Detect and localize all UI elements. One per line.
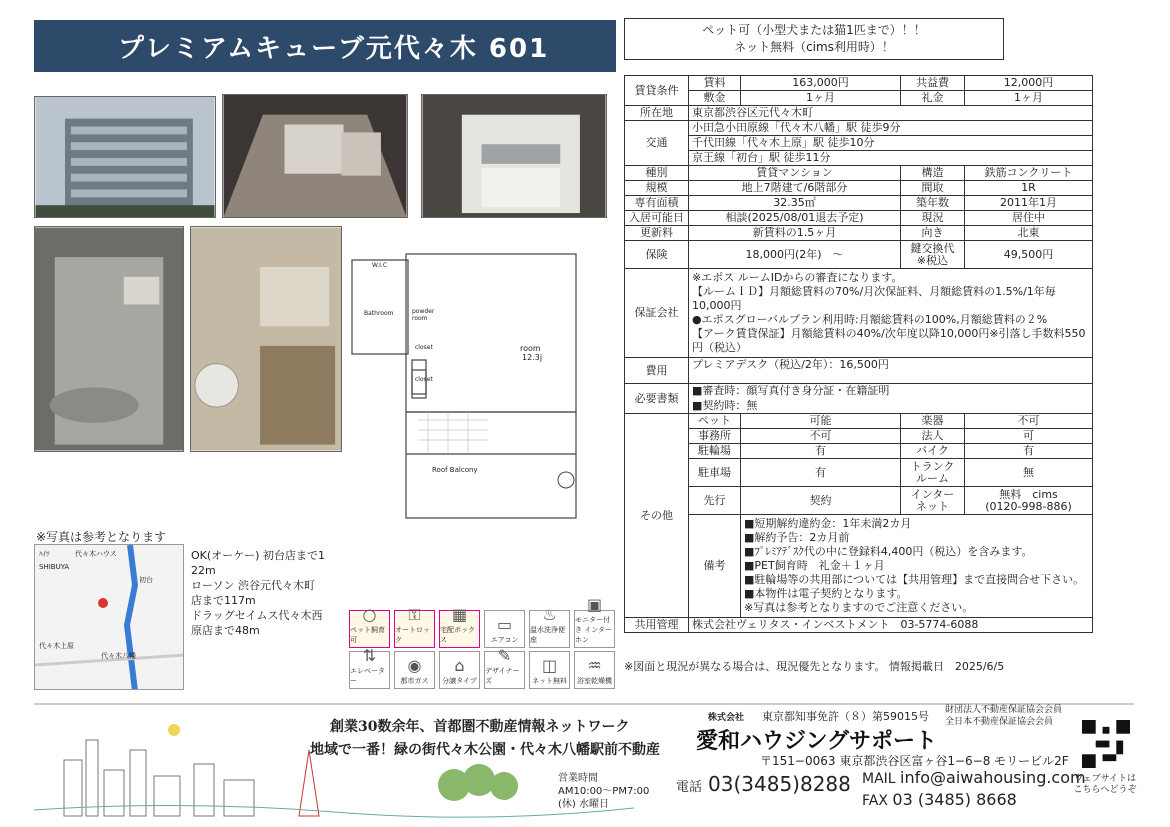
amenity-label: エアコン <box>490 636 519 644</box>
hours-title: 営業時間 <box>558 773 598 784</box>
email <box>862 768 1086 787</box>
mail-value[interactable]: info@aiwahousing.com <box>900 768 1086 787</box>
property-title: プレミアムキューブ元代々木 601 <box>34 20 616 72</box>
key-money-value: 1ヶ月 <box>965 91 1093 106</box>
amenity-icon <box>529 605 570 648</box>
association-2: 全日本不動産保証協会会員 <box>945 717 1054 727</box>
other-value: 不可 <box>741 429 901 444</box>
direction-label: 向き <box>901 226 965 241</box>
area-label: 専有面積 <box>625 196 689 211</box>
floorplan-powder-label: powder room <box>412 308 435 322</box>
rent-key: 賃料 <box>689 76 741 91</box>
other-key: 事務所 <box>689 429 741 444</box>
remarks-line: ■短期解約違約金：1年未満2カ月 <box>744 517 912 530</box>
other-key: 駐車場 <box>689 459 741 487</box>
amenity-icon <box>484 610 525 648</box>
map-label-3: SHIBUYA <box>39 563 70 571</box>
traffic-line: 小田急小田原線「代々木八幡」駅 徒歩9分 <box>689 121 1093 136</box>
direction-value: 北東 <box>965 226 1093 241</box>
amenity-icon <box>439 651 480 689</box>
amenity-label: デザイナーズ <box>485 667 520 685</box>
scale-value: 地上7階建て/6階部分 <box>689 181 901 196</box>
area-map <box>34 544 184 690</box>
floorplan-wic-label: W.I.C <box>372 262 388 269</box>
management-value: 株式会社ヴェリタス・インベストメント 03-5774-6088 <box>689 618 1093 633</box>
amenity-icon <box>394 651 435 689</box>
floorplan-room-label: room <box>520 344 541 353</box>
amenity-glyph-icon: ◫ <box>541 656 558 675</box>
amenity-icon <box>394 605 435 648</box>
other-label: その他 <box>625 414 689 618</box>
fee-value: プレミアデスク（税込/2年）：16,500円 <box>689 358 1093 384</box>
other-key: ペット <box>689 414 741 429</box>
other-value: 無料 cims (0120-998-886) <box>965 487 1093 515</box>
other-value: 不可 <box>965 414 1093 429</box>
photo-note: ※写真は参考となります <box>36 530 167 544</box>
company-name: 愛和ハウジングサポート <box>696 728 938 754</box>
amenity-glyph-icon: ⇅ <box>362 646 377 665</box>
floorplan-closet-1: closet <box>415 344 433 351</box>
amenity-label: 温水洗浄便座 <box>530 626 565 644</box>
layout-label: 間取 <box>901 181 965 196</box>
area-value: 32.35㎡ <box>689 196 901 211</box>
guarantor-label: 保証会社 <box>625 269 689 358</box>
floor-plan <box>348 240 588 528</box>
bathroom-photo <box>34 226 184 452</box>
telephone <box>676 772 851 796</box>
amenity-icon <box>439 605 480 648</box>
kitchen-photo <box>421 94 607 218</box>
other-value: 無 <box>965 459 1093 487</box>
map-label-4: 初台 <box>139 576 153 584</box>
association-1: 財団法人不動産保証協会会員 <box>945 705 1063 715</box>
deposit-value: 1ヶ月 <box>741 91 901 106</box>
remarks-line: ■駐輪場等の共用部については【共用管理】まで直接問合せ下さい。 <box>744 573 1085 586</box>
amenity-label: 都市ガス <box>400 677 429 685</box>
amenity-label: 浴室乾燥機 <box>577 677 612 685</box>
floorplan-room-size: 12.3j <box>522 353 543 362</box>
business-hours <box>558 772 649 811</box>
status-label: 現況 <box>901 211 965 226</box>
qr-note: ウェブサイトは こちらへどうぞ <box>1073 774 1137 795</box>
associations <box>945 704 1062 728</box>
fax-label: FAX <box>862 793 888 809</box>
structure-label: 構造 <box>901 166 965 181</box>
structure-value: 鉄筋コンクリート <box>965 166 1093 181</box>
amenity-icon <box>574 651 615 689</box>
location-value: 東京都渋谷区元代々木町 <box>689 106 1093 121</box>
spec-table <box>624 75 1093 633</box>
amenity-icons <box>349 595 612 690</box>
company-address: 〒151−0063 東京都渋谷区富ヶ谷1−6−8 モリービル2F <box>760 754 1069 768</box>
traffic-line: 京王線「初台」駅 徒歩11分 <box>689 151 1093 166</box>
nearby-line: ローソン 渋谷元代々木町 <box>191 579 316 592</box>
nearby-line: 店まで117m <box>191 594 256 607</box>
common-value: 12,000円 <box>965 76 1093 91</box>
type-value: 賃貸マンション <box>689 166 901 181</box>
remarks-value <box>741 515 1093 618</box>
amenity-label: 宅配ボックス <box>440 626 475 644</box>
remarks-line: ※写真は参考となりますのでご注意ください。 <box>744 601 974 614</box>
remarks-line: ■PET飼育時 礼金＋１ヶ月 <box>744 559 885 572</box>
highlight-box <box>624 18 1004 60</box>
amenity-glyph-icon: ⚿ <box>408 605 421 624</box>
built-value: 2011年1月 <box>965 196 1093 211</box>
other-key: インター ネット <box>901 487 965 515</box>
traffic-label: 交通 <box>625 121 689 166</box>
amenity-glyph-icon: ◉ <box>407 656 422 675</box>
license-number: 東京都知事免許（８）第59015号 <box>762 710 929 723</box>
room-photo <box>222 94 408 218</box>
status-value: 居住中 <box>965 211 1093 226</box>
map-label-1: ﾊｲﾂ <box>39 550 50 558</box>
fax-value: 03 (3485) 8668 <box>892 790 1017 809</box>
fax <box>862 790 1017 809</box>
renewal-label: 更新料 <box>625 226 689 241</box>
scale-label: 規模 <box>625 181 689 196</box>
renewal-value: 新賃料の1.5ヶ月 <box>689 226 901 241</box>
company-prefix: 株式会社 <box>708 713 745 723</box>
tel-label: 電話 <box>676 780 703 795</box>
amenity-icon <box>574 595 615 648</box>
closed-day: (休) 水曜日 <box>558 799 609 810</box>
guarantor-line: ※エポス ルームIDからの審査になります。 <box>692 271 903 284</box>
highlight-line-1: ペット可（小型犬または猫1匹まで）！！ <box>702 23 926 37</box>
key-money-key: 礼金 <box>901 91 965 106</box>
amenity-label: モニター付き インターホン <box>575 616 612 644</box>
nearby-line: OK(オーケー) 初台店まで1 <box>191 549 325 562</box>
amenity-glyph-icon: ♒ <box>587 656 602 675</box>
qr-code-icon[interactable] <box>1082 720 1130 768</box>
nearby-line: ドラッグセイムス代々木西 <box>191 609 323 622</box>
traffic-line: 千代田線「代々木上原」駅 徒歩10分 <box>689 136 1093 151</box>
floorplan-closet-2: closet <box>415 376 433 383</box>
other-key: 先行 <box>689 487 741 515</box>
insurance-label: 保険 <box>625 241 689 269</box>
amenity-label: エレベーター <box>350 667 385 685</box>
tel-value[interactable]: 03(3485)8288 <box>708 772 851 796</box>
washroom-photo <box>190 226 342 452</box>
documents-label: 必要書類 <box>625 384 689 414</box>
other-value: 可 <box>965 429 1093 444</box>
hours-value: AM10:00～PM7:00 <box>558 786 650 797</box>
mail-label: MAIL <box>862 771 896 787</box>
amenity-glyph-icon: ✎ <box>497 646 512 665</box>
amenity-icon <box>349 605 390 648</box>
lock-change-label: 鍵交換代 ※税込 <box>901 241 965 269</box>
documents-line: ■契約時：無 <box>689 399 1093 414</box>
floorplan-balcony-label: Roof Balcony <box>432 466 478 474</box>
other-value: 有 <box>965 444 1093 459</box>
map-label-5: 代々木上原 <box>39 642 74 650</box>
amenity-glyph-icon: ▭ <box>496 615 513 634</box>
slogan-1: 創業30数余年、首都圏不動産情報ネットワーク <box>330 719 630 735</box>
floorplan-bathroom-label: Bathroom <box>364 310 394 317</box>
amenity-glyph-icon: ♨ <box>542 605 557 624</box>
other-key: トランク ルーム <box>901 459 965 487</box>
amenity-glyph-icon: ⌂ <box>454 656 465 675</box>
amenity-label: ネット無料 <box>532 677 567 685</box>
highlight-line-2: ネット無料（cims利用時）！ <box>734 40 894 54</box>
remarks-line: ■ﾌﾟﾚﾐｱﾃﾞｽｸ代の中に登録料4,400円（税込）を含みます。 <box>744 545 1033 558</box>
other-key: 楽器 <box>901 414 965 429</box>
amenity-icon <box>529 651 570 689</box>
remarks-label: 備考 <box>689 515 741 618</box>
other-value: 契約 <box>741 487 901 515</box>
other-value: 有 <box>741 444 901 459</box>
amenity-icon <box>484 646 525 689</box>
common-key: 共益費 <box>901 76 965 91</box>
other-value: 可能 <box>741 414 901 429</box>
amenity-label: オートロック <box>395 626 430 644</box>
documents-line: ■審査時：顔写真付き身分証・在籍証明 <box>689 384 1093 399</box>
guarantor-line: 【アーク賃貸保証】月額総賃料の40%/次年度以降10,000円※引落し手数料550円（税込） <box>692 327 1086 354</box>
lock-change-value: 49,500円 <box>965 241 1093 269</box>
location-label: 所在地 <box>625 106 689 121</box>
remarks-line: ■本物件は電子契約となります。 <box>744 587 908 600</box>
layout-value: 1R <box>965 181 1093 196</box>
other-key: 駐輪場 <box>689 444 741 459</box>
type-label: 種別 <box>625 166 689 181</box>
management-label: 共用管理 <box>625 618 689 633</box>
guarantor-value <box>689 269 1093 358</box>
rent-value: 163,000円 <box>741 76 901 91</box>
amenity-label: 分譲タイプ <box>442 677 477 685</box>
amenity-glyph-icon: ▦ <box>451 605 468 624</box>
amenity-icon <box>349 646 390 689</box>
guarantor-line: 【ルームＩＤ】月額総賃料の70%/月次保証料、月額総賃料の1.5%/1年毎10,000円 <box>692 285 1056 312</box>
building-photo <box>34 96 216 218</box>
nearby-line: 原店まで48m <box>191 624 260 637</box>
nearby-line: 22m <box>191 564 216 577</box>
move-in-value: 相談(2025/08/01退去予定) <box>689 211 901 226</box>
built-label: 築年数 <box>901 196 965 211</box>
other-key: バイク <box>901 444 965 459</box>
move-in-label: 入居可能日 <box>625 211 689 226</box>
amenity-glyph-icon: ○ <box>362 605 377 624</box>
rent-label: 賃貸条件 <box>625 76 689 106</box>
remarks-line: ■解約予告：2カ月前 <box>744 531 850 544</box>
guarantor-line: ●エポスグローバルプラン利用時:月額総賃料の100%,月額総賃料の２% <box>692 313 1048 326</box>
fee-label: 費用 <box>625 358 689 384</box>
map-label-2: 代々木ハウス <box>75 550 117 558</box>
other-key: 法人 <box>901 429 965 444</box>
other-value: 有 <box>741 459 901 487</box>
footer-note: ※図面と現況が異なる場合は、現況優先となります。 情報掲載日 2025/6/5 <box>624 660 1005 673</box>
deposit-key: 敷金 <box>689 91 741 106</box>
map-label-6: 代々木八幡 <box>101 652 136 660</box>
nearby-facilities <box>191 548 351 638</box>
slogan-2: 地域で一番！緑の街代々木公園・代々木八幡駅前不動産 <box>310 742 660 758</box>
insurance-value: 18,000円(2年) ～ <box>689 241 901 269</box>
amenity-label: ペット飼育可 <box>350 626 385 644</box>
amenity-glyph-icon: ▣ <box>586 595 603 614</box>
